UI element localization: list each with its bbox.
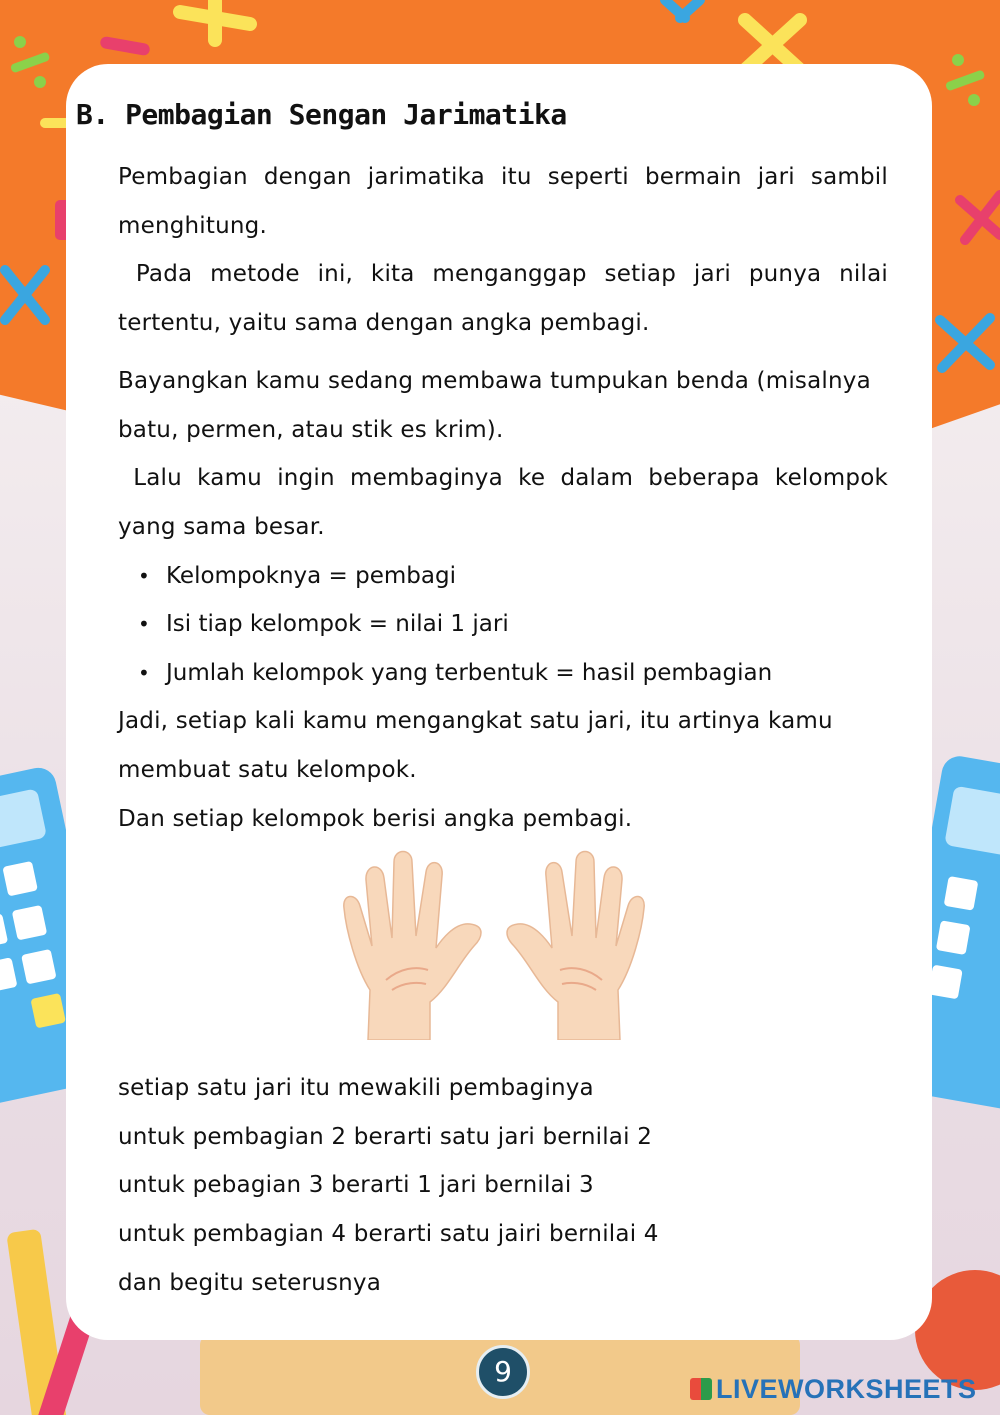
brand-mark-icon — [690, 1378, 712, 1400]
divide-icon — [945, 54, 986, 106]
paragraph-line: untuk pembagian 4 berarti satu jairi bernilai 4 — [118, 1221, 659, 1247]
multiply-icon — [940, 318, 990, 368]
brand-logo[interactable] — [690, 1374, 977, 1406]
right-hand-icon — [507, 852, 644, 1041]
minus-icon — [99, 36, 150, 57]
list-item: • Jumlah kelompok yang terbentuk = hasil pembagian — [138, 660, 773, 686]
paragraph-line: Jadi, setiap kali kamu mengangkat satu jari, itu artinya kamu — [118, 708, 833, 734]
paragraph-line: Pembagian dengan jarimatika itu seperti bermain jari sambil — [118, 164, 888, 190]
paragraph-line: Bayangkan kamu sedang membawa tumpukan benda (misalnya — [118, 368, 871, 394]
bullet-icon: • — [138, 612, 150, 636]
multiply-icon — [745, 20, 800, 70]
paragraph-line: Dan setiap kelompok berisi angka pembagi. — [118, 806, 633, 832]
section-title: B. Pembagian Sengan Jarimatika — [76, 98, 567, 131]
paragraph-line: batu, permen, atau stik es krim). — [118, 417, 504, 443]
paragraph-line: untuk pebagian 3 berarti 1 jari bernilai 3 — [118, 1172, 594, 1198]
list-item: • Isi tiap kelompok = nilai 1 jari — [138, 611, 509, 637]
hands-illustration — [336, 850, 652, 1040]
multiply-icon — [5, 270, 45, 320]
divide-icon — [10, 36, 51, 88]
paragraph-line: Pada metode ini, kita menganggap setiap jari punya nilai — [118, 261, 888, 287]
paragraph-line: membuat satu kelompok. — [118, 757, 417, 783]
paragraph-line: menghitung. — [118, 213, 267, 239]
paragraph-line: setiap satu jari itu mewakili pembaginya — [118, 1075, 594, 1101]
multiply-icon — [665, 0, 700, 18]
list-item: • Kelompoknya = pembagi — [138, 563, 456, 589]
bullet-icon: • — [138, 661, 150, 685]
multiply-icon — [960, 195, 1000, 240]
bullet-icon: • — [138, 564, 150, 588]
paragraph-line: Lalu kamu ingin membaginya ke dalam beberapa kelompok — [118, 465, 888, 491]
paragraph-line: tertentu, yaitu sama dengan angka pembagi. — [118, 310, 650, 336]
left-hand-icon — [344, 852, 481, 1041]
paragraph-line: untuk pembagian 2 berarti satu jari bernilai 2 — [118, 1124, 653, 1150]
paragraph-line: dan begitu seterusnya — [118, 1270, 382, 1296]
paragraph-line: yang sama besar. — [118, 514, 325, 540]
brand-name: LIVEWORKSHEETS — [716, 1374, 977, 1404]
plus-icon — [180, 0, 250, 40]
page-number: 9 — [476, 1345, 530, 1399]
